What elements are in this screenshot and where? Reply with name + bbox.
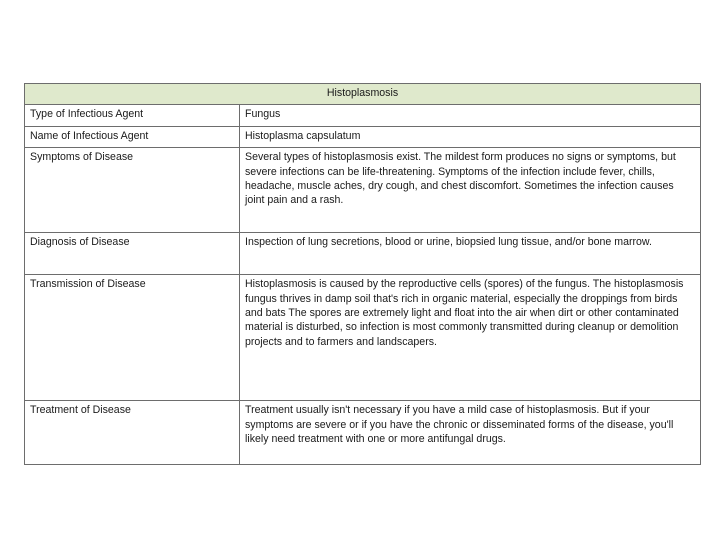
row-value: Fungus	[240, 105, 701, 126]
table-title: Histoplasmosis	[25, 84, 701, 105]
row-value: Several types of histoplasmosis exist. The mildest form produces no signs or symptoms, but severe infections can be life-threatening. Symptoms of the infection include fever, chills, headache, muscle aches, dry cough, and chest discomfort. Sometimes the infection causes joint pain and a rash.	[240, 148, 701, 233]
row-label: Diagnosis of Disease	[25, 233, 240, 275]
row-label: Type of Infectious Agent	[25, 105, 240, 126]
table-row	[25, 401, 701, 465]
row-label: Name of Infectious Agent	[25, 126, 240, 147]
table-row	[25, 148, 701, 233]
row-value: Histoplasma capsulatum	[240, 126, 701, 147]
row-value: Treatment usually isn't necessary if you have a mild case of histoplasmosis. But if your symptoms are severe or if you have the chronic or disseminated forms of the disease, you'll likely need treatment with one or more antifungal drugs.	[240, 401, 701, 465]
row-label: Treatment of Disease	[25, 401, 240, 465]
row-label: Transmission of Disease	[25, 275, 240, 401]
table-row	[25, 233, 701, 275]
table-row	[25, 275, 701, 401]
table-row	[25, 105, 701, 126]
row-value: Inspection of lung secretions, blood or urine, biopsied lung tissue, and/or bone marrow.	[240, 233, 701, 275]
table-row	[25, 126, 701, 147]
row-label: Symptoms of Disease	[25, 148, 240, 233]
row-value: Histoplasmosis is caused by the reproductive cells (spores) of the fungus. The histoplasmosis fungus thrives in damp soil that's rich in organic material, especially the droppings from birds and bats The spores are extremely light and float into the air when dirt or other contaminated material is disturbed, so infection is most commonly transmitted during cleanup or demolition projects and to farmers and landscapers.	[240, 275, 701, 401]
disease-info-table	[24, 83, 701, 465]
table-title-row	[25, 84, 701, 105]
